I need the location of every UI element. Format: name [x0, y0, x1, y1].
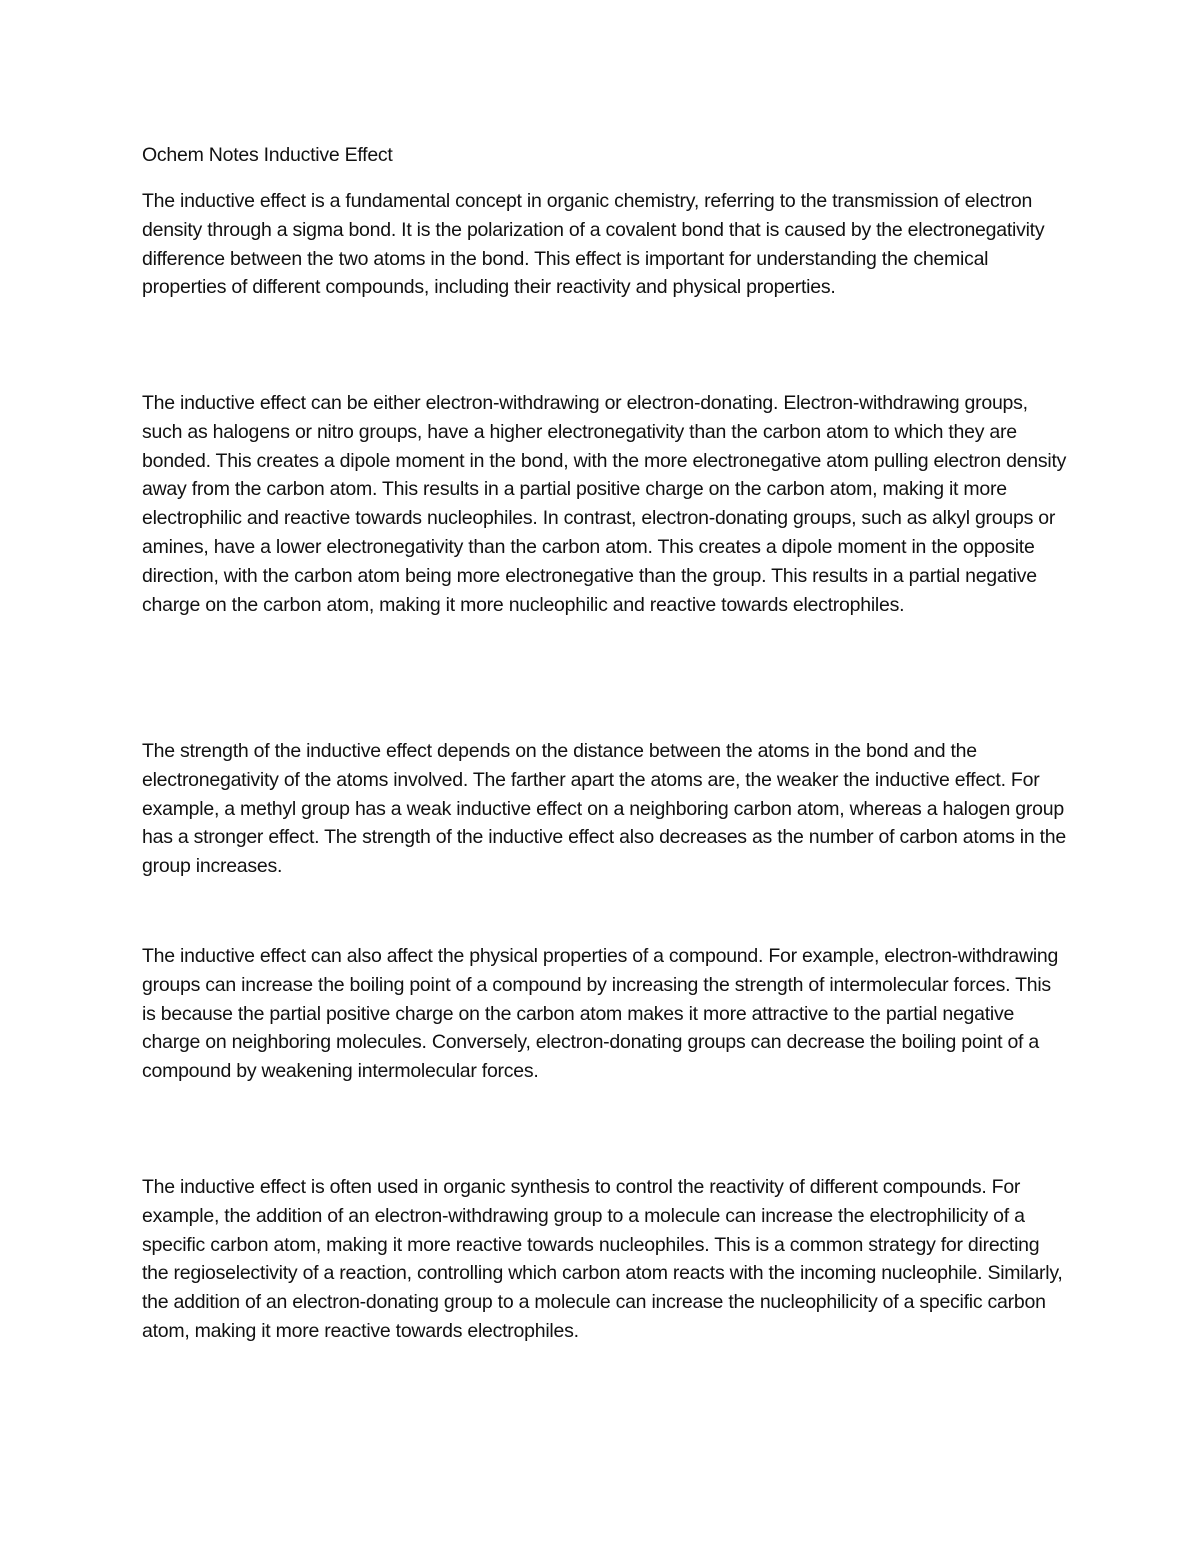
paragraph-definition: The inductive effect is a fundamental concept in organic chemistry, referring to the transmission of electron density through a sigma bond. It is the polarization of a covalent bond that is caused by the electronegativity difference between the two atoms in the bond. This effect is important for understanding the chemical properties of different compounds, including their reactivity and physical properties.: [142, 190, 1045, 299]
paragraph-withdrawing-donating: The inductive effect can be either electron-withdrawing or electron-donating. Electron-withdrawing groups, such as halogens or nitro groups, have a higher electronegativity than the carbon atom to which they are bonded. This creates a dipole moment in the bond, with the more electronegative atom pulling electron density away from the carbon atom. This results in a partial positive charge on the carbon atom, making it more electrophilic and reactive towards nucleophiles. In contrast, electron-donating groups, such as alkyl groups or amines, have a lower electronegativity than the carbon atom. This creates a dipole moment in the opposite direction, with the carbon atom being more electronegative than the group. This results in a partial negative charge on the carbon atom, making it more nucleophilic and reactive towards electrophiles.: [142, 392, 1067, 616]
paragraph-physical-properties: The inductive effect can also affect the physical properties of a compound. For example, electron-withdrawing groups can increase the boiling point of a compound by increasing the strength of intermolecular forces. This is because the partial positive charge on the carbon atom makes it more attractive to the partial negative charge on neighboring molecules. Conversely, electron-donating groups can decrease the boiling point of a compound by weakening intermolecular forces.: [142, 945, 1059, 1083]
paragraph-organic-synthesis: The inductive effect is often used in organic synthesis to control the reactivity of different compounds. For example, the addition of an electron-withdrawing group to a molecule can increase the electrophilicity of a specific carbon atom, making it more reactive towards nucleophiles. This is a common strategy for directing the regioselectivity of a reaction, controlling which carbon atom reacts with the incoming nucleophile. Similarly, the addition of an electron-donating group to a molecule can increase the nucleophilicity of a specific carbon atom, making it more reactive towards electrophiles.: [142, 1176, 1063, 1342]
document-title: Ochem Notes Inductive Effect: [142, 144, 393, 166]
paragraph-strength: The strength of the inductive effect depends on the distance between the atoms in the bond and the electronegativity of the atoms involved. The farther apart the atoms are, the weaker the inductive effect. For example, a methyl group has a weak inductive effect on a neighboring carbon atom, whereas a halogen group has a stronger effect. The strength of the inductive effect also decreases as the number of carbon atoms in the group increases.: [142, 740, 1066, 878]
